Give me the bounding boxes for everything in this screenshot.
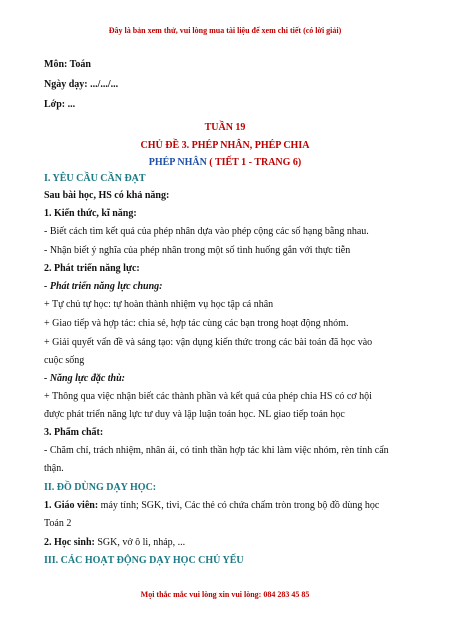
date-line: Ngày dạy: .../.../... [44,79,119,90]
section-3-heading: III. CÁC HOẠT ĐỘNG DẠY HỌC CHỦ YẾU [44,555,244,566]
lesson-name: PHÉP NHÂN [148,157,207,168]
teacher-line [44,499,414,513]
teacher-text: máy tính; SGK, tivi, Các thẻ có chứa chấm tròn trong bộ đồ dùng học [98,500,380,511]
specific-ability-line: được phát triển năng lực tư duy và lập luận toán học. NL giao tiếp toán học [44,409,345,420]
class-line: Lớp: ... [44,99,76,110]
teacher-line-cont: Toán 2 [44,518,72,529]
knowledge-item: - Biết cách tìm kết quả của phép nhân dựa vào phép cộng các số hạng bằng nhau. [44,226,369,237]
section-1-heading: I. YÊU CẦU CẦN ĐẠT [44,173,146,184]
knowledge-heading: 1. Kiến thức, kĩ năng: [44,208,137,219]
specific-ability-line: + Thông qua việc nhận biết các thành phần và kết quả của phép chia HS có cơ hội [44,391,372,402]
topic-title: CHỦ ĐỀ 3. PHÉP NHÂN, PHÉP CHIA [140,140,310,151]
quality-line: - Chăm chỉ, trách nhiệm, nhân ái, có tinh thần hợp tác khi làm việc nhóm, rèn tính cẩn [44,445,389,456]
footer-banner: Mọi thắc mắc vui lòng xin vui lòng: 084 283 45 85 [140,590,310,599]
student-label: 2. Học sinh: [44,537,95,548]
teacher-label: 1. Giáo viên: [44,500,99,511]
student-text: SGK, vở ô li, nháp, ... [94,537,186,548]
quality-heading: 3. Phẩm chất: [44,427,104,438]
specific-ability-label: - Năng lực đặc thù: [44,373,125,384]
knowledge-item: - Nhận biết ý nghĩa của phép nhân trong một số tình huống gắn với thực tiễn [44,245,351,256]
general-ability-item-cont: cuộc sống [44,355,85,366]
header-banner: Đây là bản xem thử, vui lòng mua tài liệu để xem chi tiết (có lời giải) [108,26,342,35]
lesson-detail: ( TIẾT 1 - TRANG 6) [206,157,302,168]
section-2-heading: II. ĐỒ DÙNG DẠY HỌC: [44,482,157,493]
general-ability-item: + Tự chủ tự học: tự hoàn thành nhiệm vụ học tập cá nhân [44,299,274,310]
general-ability-item: + Giải quyết vấn đề và sáng tạo: vận dụng kiến thức trong các bài toán đã học vào [44,337,373,348]
general-ability-item: + Giao tiếp và hợp tác: chia sẻ, hợp tác cùng các bạn trong hoạt động nhóm. [44,318,349,329]
week-title: TUẦN 19 [204,122,246,133]
quality-line: thận. [44,463,64,474]
section-1-intro: Sau bài học, HS có khả năng: [44,190,170,201]
general-ability-label: - Phát triển năng lực chung: [44,281,163,292]
lesson-title [0,156,450,170]
student-line [44,536,414,550]
subject-line: Môn: Toán [44,59,91,70]
ability-heading: 2. Phát triển năng lực: [44,263,140,274]
